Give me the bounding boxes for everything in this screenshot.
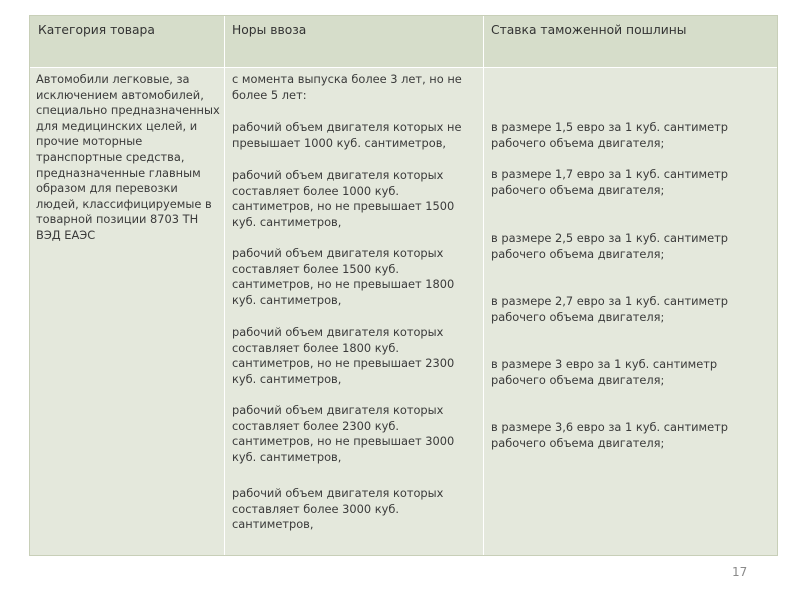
column-divider	[224, 16, 225, 67]
rate-item-1: в размере 1,5 евро за 1 куб. сантиметр рабочего объема двигателя;	[491, 120, 728, 150]
norm-item-1: рабочий объем двигателя которых не превышает 1000 куб. сантиметров,	[232, 120, 462, 150]
column-divider	[483, 68, 484, 555]
norm-item-6: рабочий объем двигателя которых составляет более 3000 куб. сантиметров,	[232, 486, 444, 532]
header-duty-rate: Ставка таможенной пошлины	[491, 23, 687, 37]
rate-item-6: в размере 3,6 евро за 1 куб. сантиметр рабочего объема двигателя;	[491, 420, 728, 450]
rate-item-2: в размере 1,7 евро за 1 куб. сантиметр рабочего объема двигателя;	[491, 167, 728, 197]
norm-item-4: рабочий объем двигателя которых составляет более 1800 куб. сантиметров, но не превышает 2300 куб. сантиметров,	[232, 325, 455, 386]
category-cell: Автомобили легковые, за исключением автомобилей, специально предназначенных для медицинских целей, и прочие моторные транспортные средства, предназначенные главным образом для перевозки людей, классифицируемые в товарной позиции 8703 ТН ВЭД ЕАЭС	[36, 72, 220, 242]
table-header-row	[30, 16, 777, 68]
column-divider	[224, 68, 225, 555]
rate-item-4: в размере 2,7 евро за 1 куб. сантиметр рабочего объема двигателя;	[491, 294, 728, 324]
norm-item-2: рабочий объем двигателя которых составляет более 1000 куб. сантиметров, но не превышает 1500 куб. сантиметров,	[232, 168, 455, 229]
page-number: 17	[732, 565, 748, 579]
norm-item-3: рабочий объем двигателя которых составляет более 1500 куб. сантиметров, но не превышает 1800 куб. сантиметров,	[232, 246, 455, 307]
norm-intro: с момента выпуска более 3 лет, но не более 5 лет:	[232, 72, 462, 102]
header-import-norms: Норы ввоза	[232, 23, 307, 37]
customs-duty-table	[29, 15, 778, 556]
norm-item-5: рабочий объем двигателя которых составляет более 2300 куб. сантиметров, но не превышает 3000 куб. сантиметров,	[232, 403, 455, 464]
rate-item-3: в размере 2,5 евро за 1 куб. сантиметр рабочего объема двигателя;	[491, 231, 728, 261]
header-category: Категория товара	[38, 23, 155, 37]
column-divider	[483, 16, 484, 67]
rate-item-5: в размере 3 евро за 1 куб. сантиметр рабочего объема двигателя;	[491, 357, 718, 387]
